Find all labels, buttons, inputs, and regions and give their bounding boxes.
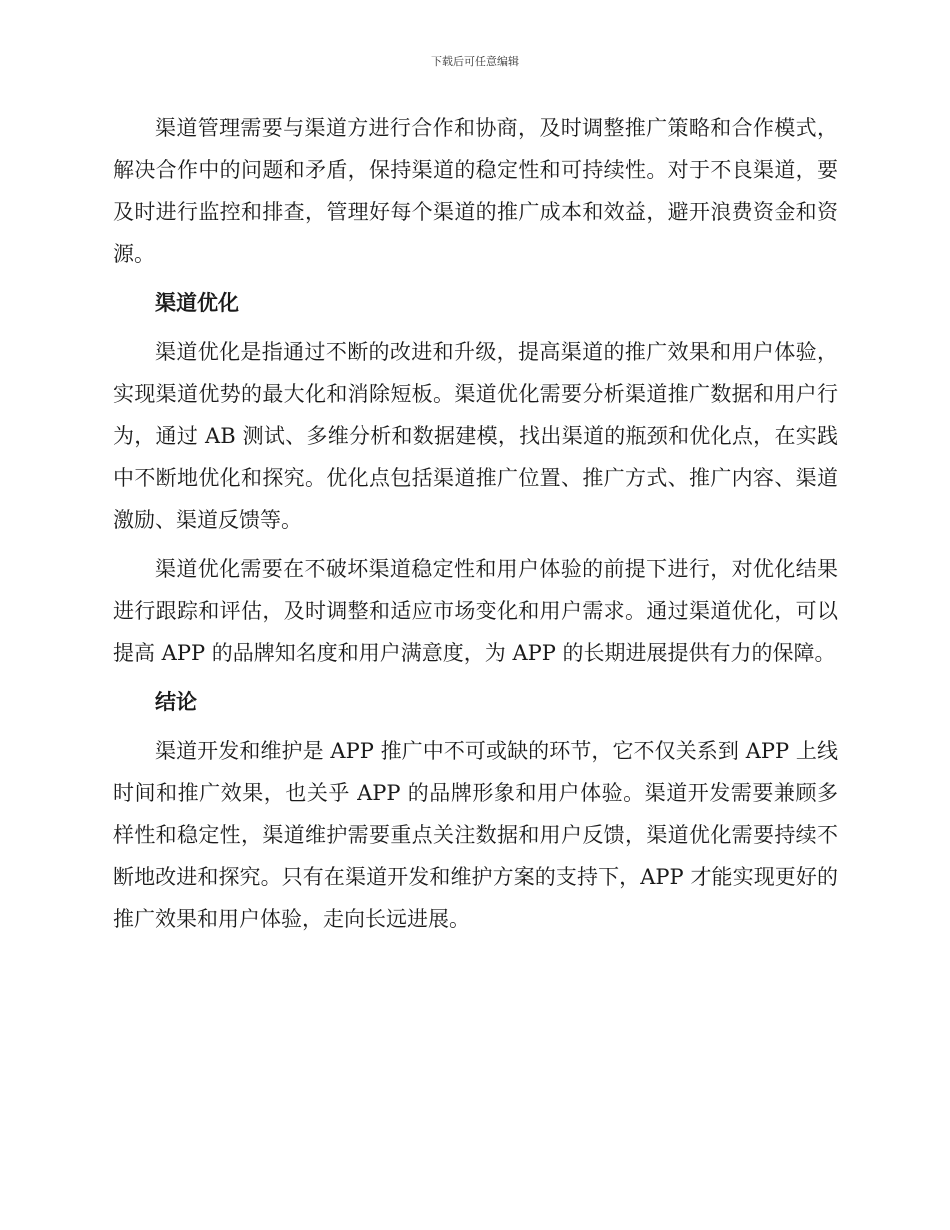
paragraph-optimization-requirements: 渠道优化需要在不破坏渠道稳定性和用户体验的前提下进行，对优化结果进行跟踪和评估，及时调整和适应市场变化和用户需求。通过渠道优化，可以提高 APP 的品牌知名度和用户满意度，为 APP 的长期进展提供有力的保障。 xyxy=(113,557,838,665)
document-body xyxy=(113,107,838,947)
section-heading-channel-optimization: 渠道优化 xyxy=(155,291,239,315)
paragraph-channel-management: 渠道管理需要与渠道方进行合作和协商，及时调整推广策略和合作模式，解决合作中的问题和矛盾，保持渠道的稳定性和可持续性。对于不良渠道，要及时进行监控和排查，管理好每个渠道的推广成本和效益，避开浪费资金和资源。 xyxy=(113,116,838,266)
paragraph-conclusion: 渠道开发和维护是 APP 推广中不可或缺的环节，它不仅关系到 APP 上线时间和推广效果，也关乎 APP 的品牌形象和用户体验。渠道开发需要兼顾多样性和稳定性，渠道维护需要重点关注数据和用户反馈，渠道优化需要持续不断地改进和探究。只有在渠道开发和维护方案的支持下，APP 才能实现更好的推广效果和用户体验，走向长远进展。 xyxy=(113,739,838,931)
paragraph-optimization-definition: 渠道优化是指通过不断的改进和升级，提高渠道的推广效果和用户体验，实现渠道优势的最大化和消除短板。渠道优化需要分析渠道推广数据和用户行为，通过 AB 测试、多维分析和数据建模，找出渠道的瓶颈和优化点，在实践中不断地优化和探究。优化点包括渠道推广位置、推广方式、推广内容、渠道激励、渠道反馈等。 xyxy=(113,340,838,532)
section-heading-conclusion: 结论 xyxy=(155,690,197,714)
page-header: 下载后可任意编辑 xyxy=(431,55,519,68)
